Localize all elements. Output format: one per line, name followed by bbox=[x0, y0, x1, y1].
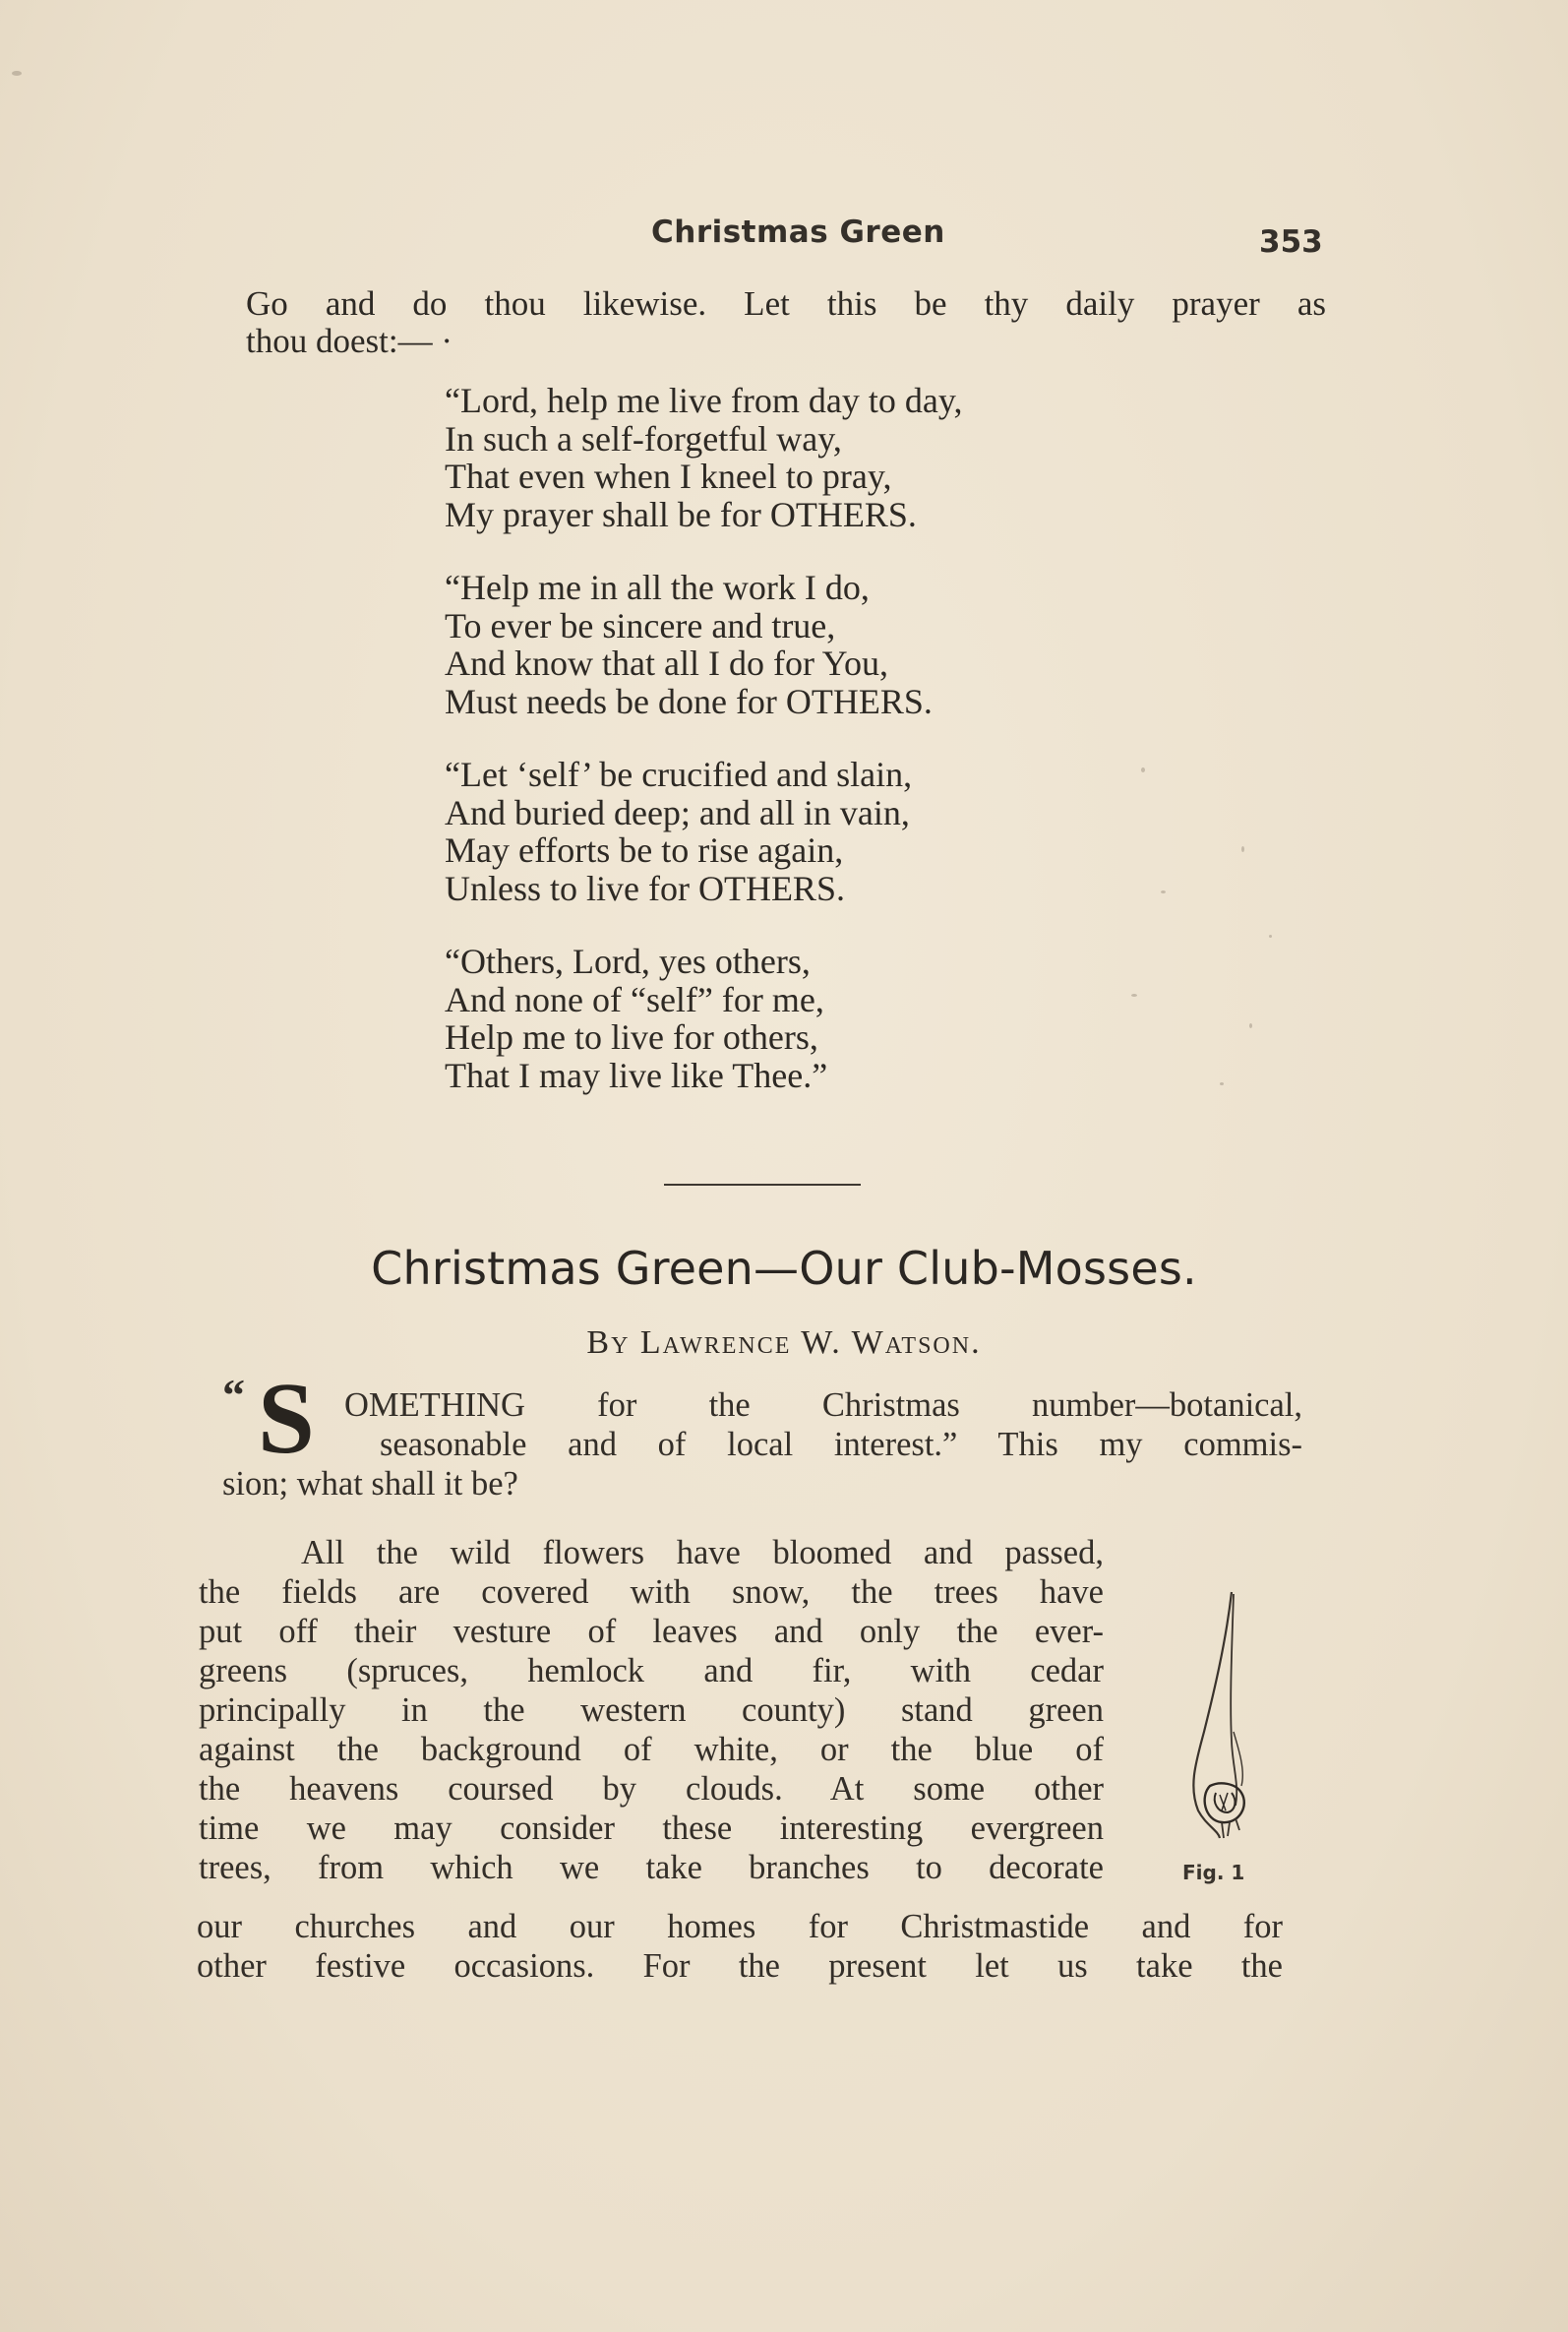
paragraph-line-text: OMETHING for the Christmas number—botanical, bbox=[344, 1386, 1302, 1424]
paper-speck bbox=[1249, 1023, 1252, 1028]
poem-stanza bbox=[445, 943, 1192, 1094]
poem-line: “Let ‘self’ be crucified and slain, bbox=[445, 755, 913, 794]
figure-caption: Fig. 1 bbox=[1182, 1861, 1245, 1884]
poem-line: “Help me in all the work I do, bbox=[445, 568, 870, 607]
intro-line: thou doest:— · bbox=[246, 322, 452, 360]
page-number: 353 bbox=[1259, 224, 1323, 260]
paragraph-line: principally in the western county) stand green bbox=[199, 1691, 1104, 1729]
club-moss-illustration bbox=[1171, 1584, 1279, 1840]
poem-line: And none of “self” for me, bbox=[445, 979, 824, 1019]
poem-line: My prayer shall be for OTHERS. bbox=[445, 494, 917, 534]
poem-stanza bbox=[445, 569, 1192, 720]
intro-paragraph bbox=[246, 285, 1326, 360]
poem-line: That I may live like Thee.” bbox=[445, 1055, 828, 1095]
paragraph-line: the heavens coursed by clouds. At some other bbox=[199, 1770, 1104, 1808]
paragraph-line: sion; what shall it be? bbox=[222, 1465, 518, 1503]
intro-line: Go and do thou likewise. Let this be thy daily prayer as bbox=[246, 284, 1326, 323]
paper-speck bbox=[1131, 994, 1137, 997]
poem-line: “Others, Lord, yes others, bbox=[445, 942, 811, 981]
poem-stanza bbox=[445, 382, 1192, 533]
paragraph-second bbox=[199, 1533, 1104, 1887]
poem-line: In such a self-forgetful way, bbox=[445, 418, 842, 459]
article-byline: By Lawrence W. Watson. bbox=[586, 1324, 982, 1361]
running-head: Christmas Green bbox=[651, 215, 945, 250]
paragraph-line: trees, from which we take branches to decorate bbox=[199, 1849, 1104, 1886]
paragraph-line: our churches and our homes for Christmastide and for bbox=[197, 1908, 1283, 1945]
paragraph-line: seasonable and of local interest.” This my commis- bbox=[380, 1426, 1302, 1463]
section-divider bbox=[664, 1184, 861, 1186]
paragraph-second-continued bbox=[197, 1907, 1283, 1986]
paragraph-line: greens (spruces, hemlock and fir, with cedar bbox=[199, 1652, 1104, 1689]
paragraph-line: against the background of white, or the blue of bbox=[199, 1731, 1104, 1768]
poem-stanza bbox=[445, 756, 1192, 907]
drop-cap: S bbox=[258, 1362, 315, 1475]
paper-speck bbox=[1269, 935, 1272, 938]
paper-speck bbox=[12, 71, 22, 76]
paper-speck bbox=[1161, 890, 1166, 893]
poem-line: That even when I kneel to pray, bbox=[445, 457, 892, 496]
poem-line: And know that all I do for You, bbox=[445, 644, 888, 683]
poem-line: To ever be sincere and true, bbox=[445, 605, 836, 645]
paragraph-line: time we may consider these interesting evergreen bbox=[199, 1810, 1104, 1847]
paragraph-line: the fields are covered with snow, the trees have bbox=[199, 1573, 1104, 1611]
poem-line: May efforts be to rise again, bbox=[445, 830, 844, 870]
paragraph-line: put off their vesture of leaves and only the ever- bbox=[199, 1613, 1104, 1650]
paper-speck bbox=[1141, 767, 1145, 772]
poem-line: Help me to live for others, bbox=[445, 1017, 818, 1057]
poem-line: “Lord, help me live from day to day, bbox=[445, 381, 963, 420]
poem-line: Unless to live for OTHERS. bbox=[445, 868, 845, 908]
poem-line: Must needs be done for OTHERS. bbox=[445, 681, 933, 721]
poem bbox=[445, 382, 1192, 1130]
paper-speck bbox=[1220, 1082, 1224, 1085]
paragraph-line: other festive occasions. For the present let us take the bbox=[197, 1947, 1283, 1985]
paper-speck bbox=[1241, 846, 1244, 852]
opening-quote-mark: “ bbox=[222, 1370, 245, 1420]
paragraph-line: All the wild flowers have bloomed and passed, bbox=[301, 1534, 1104, 1571]
article-title: Christmas Green—Our Club-Mosses. bbox=[371, 1242, 1197, 1295]
poem-line: And buried deep; and all in vain, bbox=[445, 792, 910, 832]
paragraph-opening bbox=[222, 1362, 1302, 1504]
